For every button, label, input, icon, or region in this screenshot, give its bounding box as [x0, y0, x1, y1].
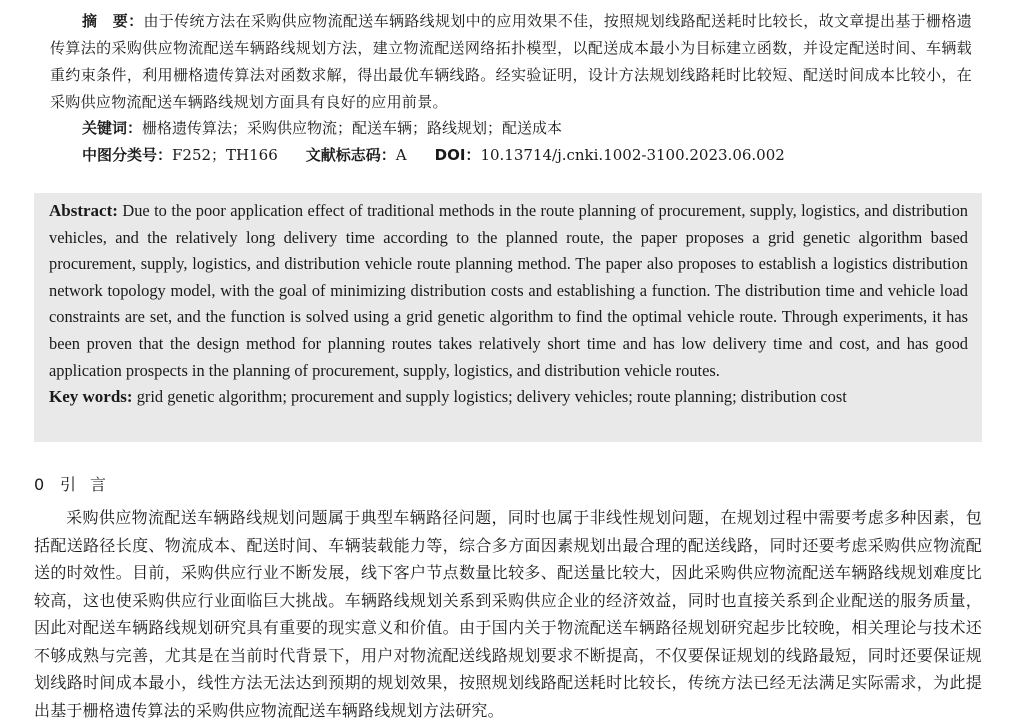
- english-keywords-text: grid genetic algorithm; procurement and supply logistics; delivery vehicles; route planning; distribution cost: [136, 387, 847, 407]
- chinese-abstract-label: 摘 要：: [82, 12, 144, 30]
- english-keywords: [49, 384, 968, 411]
- english-abstract: [49, 198, 968, 384]
- classification-line: [82, 142, 785, 169]
- document-code-label: 文献标志码：: [305, 146, 396, 164]
- section-title-char-2: 言: [90, 475, 107, 494]
- doi-value[interactable]: 10.13714/j.cnki.1002-3100.2023.06.002: [480, 146, 785, 164]
- english-abstract-box: [34, 193, 982, 442]
- chinese-abstract: [50, 8, 972, 116]
- english-abstract-label: Abstract:: [49, 201, 118, 220]
- chinese-keywords: [82, 115, 562, 142]
- doi-label: DOI：: [434, 146, 481, 164]
- chinese-abstract-text: 由于传统方法在采购供应物流配送车辆路线规划中的应用效果不佳，按照规划线路配送耗时比较长，故文章提出基于栅格遗传算法的采购供应物流配送车辆路线规划方法，建立物流配送网络拓扑模型，以配送成本最小为目标建立函数，并设定配送时间、车辆载重约束条件，利用栅格遗传算法对函数求解，得出最优车辆线路。经实验证明，设计方法规划线路耗时比较短、配送时间成本比较小，在采购供应物流配送车辆路线规划方面具有良好的应用前景。: [50, 12, 972, 111]
- section-number: 0: [34, 475, 45, 494]
- intro-paragraph-text: 采购供应物流配送车辆路线规划问题属于典型车辆路径问题，同时也属于非线性规划问题，在规划过程中需要考虑多种因素，包括配送路径长度、物流成本、配送时间、车辆装载能力等，综合多方面因素规划出最合理的配送线路，同时还要考虑采购供应物流配送的时效性。目前，采购供应行业不断发展，线下客户节点数量比较多、配送量比较大，因此采购供应物流配送车辆路线规划难度比较高，这也使采购供应行业面临巨大挑战。车辆路线规划关系到采购供应企业的经济效益，同时也直接关系到企业配送的服务质量，因此对配送车辆路线规划研究具有重要的现实意义和价值。由于国内关于物流配送车辆路径规划研究起步比较晚，相关理论与技术还不够成熟与完善，尤其是在当前时代背景下，用户对物流配送线路规划要求不断提高，不仅要保证规划的线路最短，同时还要保证规划线路时间成本最小，线性方法无法达到预期的规划效果，按照规划线路配送耗时比较长，传统方法已经无法满足实际需求，为此提出基于栅格遗传算法的采购供应物流配送车辆路线规划方法研究。: [34, 508, 982, 720]
- clc-value: F252；TH166: [172, 146, 278, 164]
- english-abstract-text: Due to the poor application effect of traditional methods in the route planning of procurement, supply, logistics, and distribution vehicles, and the relatively long delivery time according to the planned route, the paper proposes a grid genetic algorithm based procurement, supply, logistics, and distribution vehicle route planning method. The paper also proposes to establish a logistics distribution network topology model, with the goal of minimizing distribution costs and establishing a function. The distribution time and vehicle load constraints are set, and the function is solved using a grid genetic algorithm to find the optimal vehicle route. Through experiments, it has been proven that the design method for planning routes takes relatively short time and has low delivery time and cost, and has good application prospects in the planning of procurement, supply, logistics, and distribution vehicle routes.: [49, 201, 968, 380]
- section-title-char-1: 引: [60, 475, 77, 494]
- chinese-keywords-label: 关键词：: [82, 119, 143, 137]
- clc-label: 中图分类号：: [82, 146, 173, 164]
- section-heading: [34, 472, 120, 495]
- chinese-keywords-text: 栅格遗传算法；采购供应物流；配送车辆；路线规划；配送成本: [142, 119, 563, 137]
- english-keywords-label: Key words:: [49, 387, 133, 407]
- intro-paragraph: [34, 504, 982, 724]
- document-code-value: A: [395, 146, 407, 164]
